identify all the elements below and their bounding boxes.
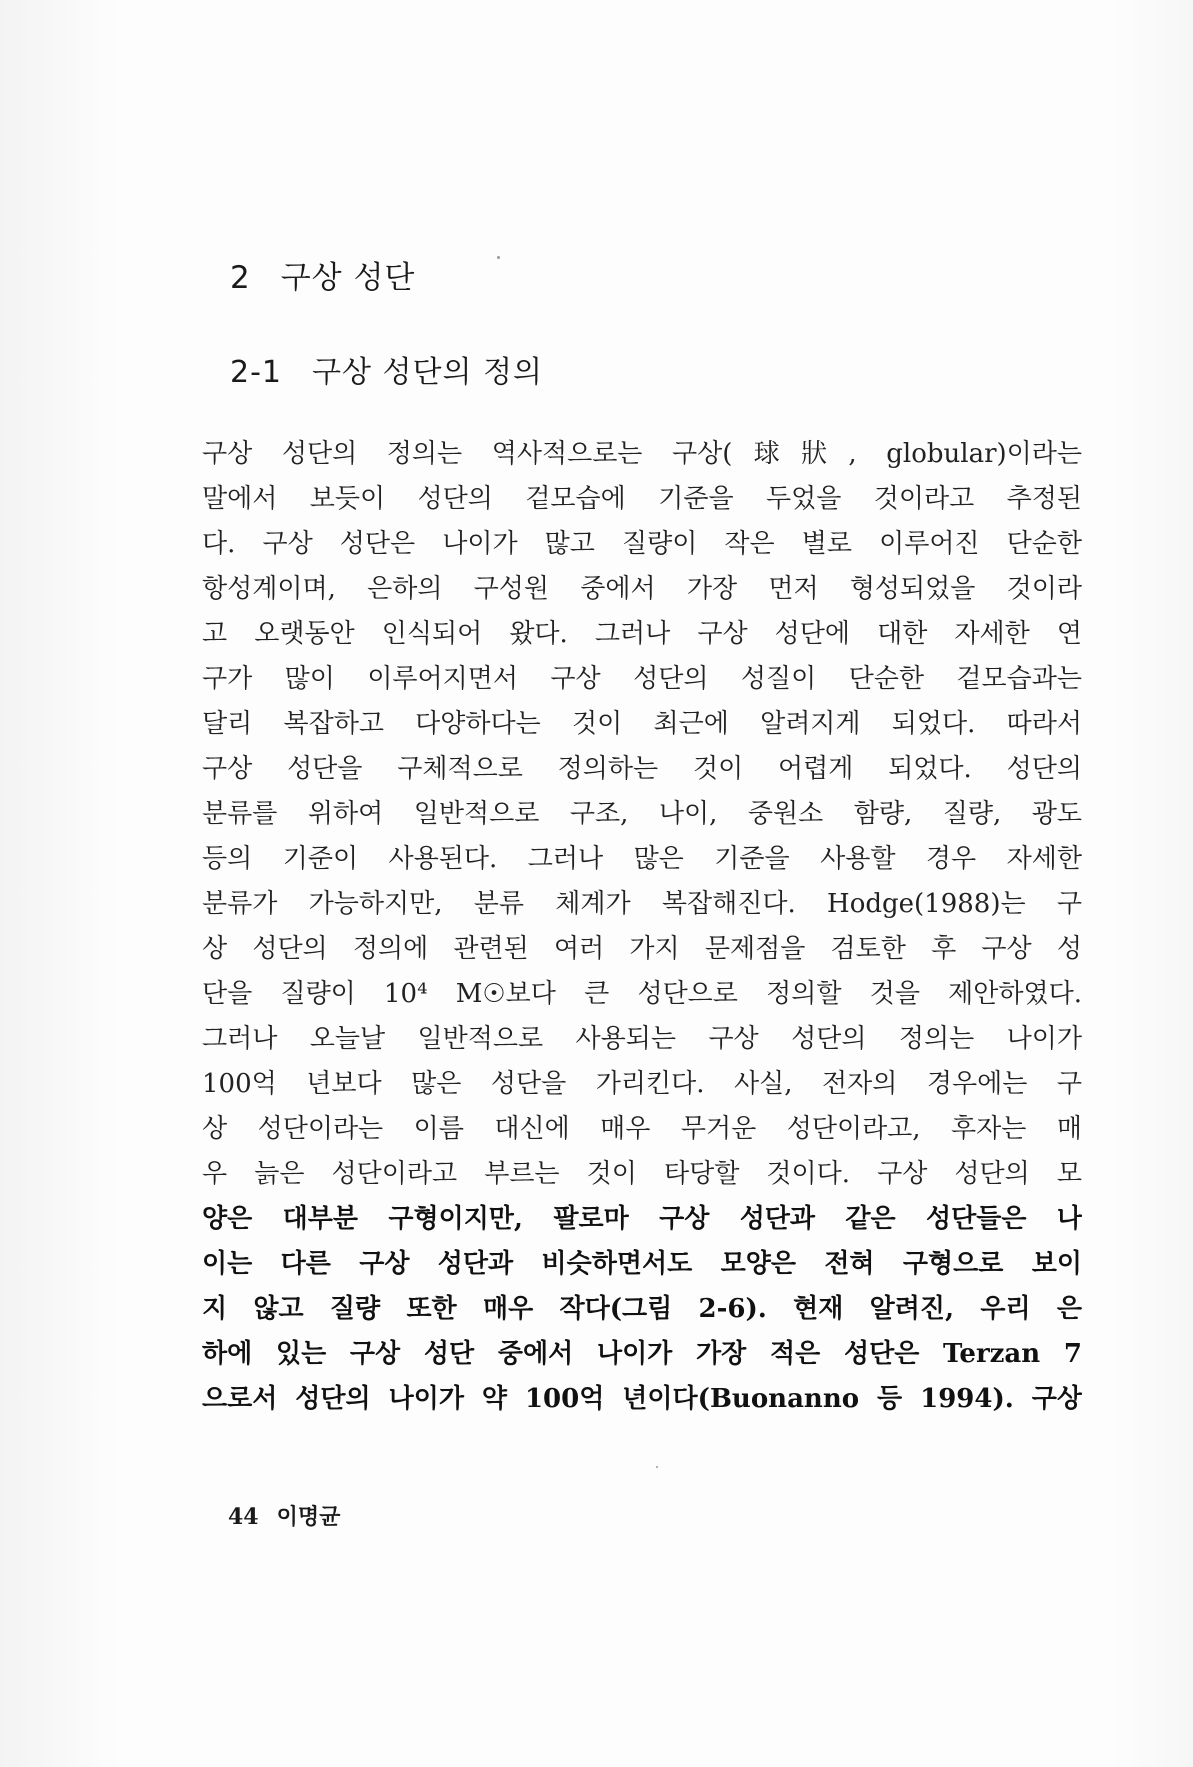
text-line: 100억 년보다 많은 성단을 가리킨다. 사실, 전자의 경우에는 구 (202, 1069, 1082, 1099)
chapter-title: 구상 성단 (280, 260, 416, 296)
chapter-number: 2 (230, 260, 251, 296)
text-line: 우 늙은 성단이라고 부르는 것이 타당할 것이다. 구상 성단의 모 (202, 1159, 1082, 1189)
text-line: 말에서 보듯이 성단의 겉모습에 기준을 두었을 것이라고 추정된 (202, 484, 1082, 514)
text-line: 그러나 오늘날 일반적으로 사용되는 구상 성단의 정의는 나이가 (202, 1024, 1082, 1054)
text-line: 다. 구상 성단은 나이가 많고 질량이 작은 별로 이루어진 단순한 (202, 529, 1082, 559)
author-name: 이명균 (276, 1504, 341, 1530)
scan-shadow-left (0, 0, 120, 1767)
body-paragraph (202, 432, 1082, 1422)
text-line: 고 오랫동안 인식되어 왔다. 그러나 구상 성단에 대한 자세한 연 (202, 619, 1082, 649)
text-line: 등의 기준이 사용된다. 그러나 많은 기준을 사용할 경우 자세한 (202, 844, 1082, 874)
text-line: 하에 있는 구상 성단 중에서 나이가 가장 적은 성단은 Terzan 7 (202, 1339, 1082, 1369)
section-title: 구상 성단의 정의 (312, 355, 543, 390)
text-line: 상 성단이라는 이름 대신에 매우 무거운 성단이라고, 후자는 매 (202, 1114, 1082, 1144)
text-line: 양은 대부분 구형이지만, 팔로마 구상 성단과 같은 성단들은 나 (202, 1204, 1082, 1234)
text-line: 구상 성단을 구체적으로 정의하는 것이 어렵게 되었다. 성단의 (202, 754, 1082, 784)
text-line: 단을 질량이 10⁴ M☉보다 큰 성단으로 정의할 것을 제안하였다. (202, 979, 1082, 1009)
chapter-heading (230, 252, 415, 297)
text-line: 달리 복잡하고 다양하다는 것이 최근에 알려지게 되었다. 따라서 (202, 709, 1082, 739)
scan-speck (497, 256, 500, 259)
section-heading (230, 347, 543, 391)
page-footer (228, 1500, 340, 1531)
text-line: 분류를 위하여 일반적으로 구조, 나이, 중원소 함량, 질량, 광도 (202, 799, 1082, 829)
section-number: 2-1 (230, 355, 282, 390)
scan-speck (656, 1466, 658, 1468)
text-line: 구가 많이 이루어지면서 구상 성단의 성질이 단순한 겉모습과는 (202, 664, 1082, 694)
text-line: 분류가 가능하지만, 분류 체계가 복잡해진다. Hodge(1988)는 구 (202, 889, 1082, 919)
text-line: 으로서 성단의 나이가 약 100억 년이다(Buonanno 등 1994). 구상 (202, 1384, 1082, 1414)
text-line: 구상 성단의 정의는 역사적으로는 구상(球狀, globular)이라는 (202, 439, 1082, 469)
text-line: 상 성단의 정의에 관련된 여러 가지 문제점을 검토한 후 구상 성 (202, 934, 1082, 964)
text-line: 이는 다른 구상 성단과 비슷하면서도 모양은 전혀 구형으로 보이 (202, 1249, 1082, 1279)
scan-shadow-right (1113, 0, 1193, 1767)
page-number: 44 (228, 1504, 259, 1530)
text-line: 지 않고 질량 또한 매우 작다(그림 2-6). 현재 알려진, 우리 은 (202, 1294, 1082, 1324)
text-line: 항성계이며, 은하의 구성원 중에서 가장 먼저 형성되었을 것이라 (202, 574, 1082, 604)
